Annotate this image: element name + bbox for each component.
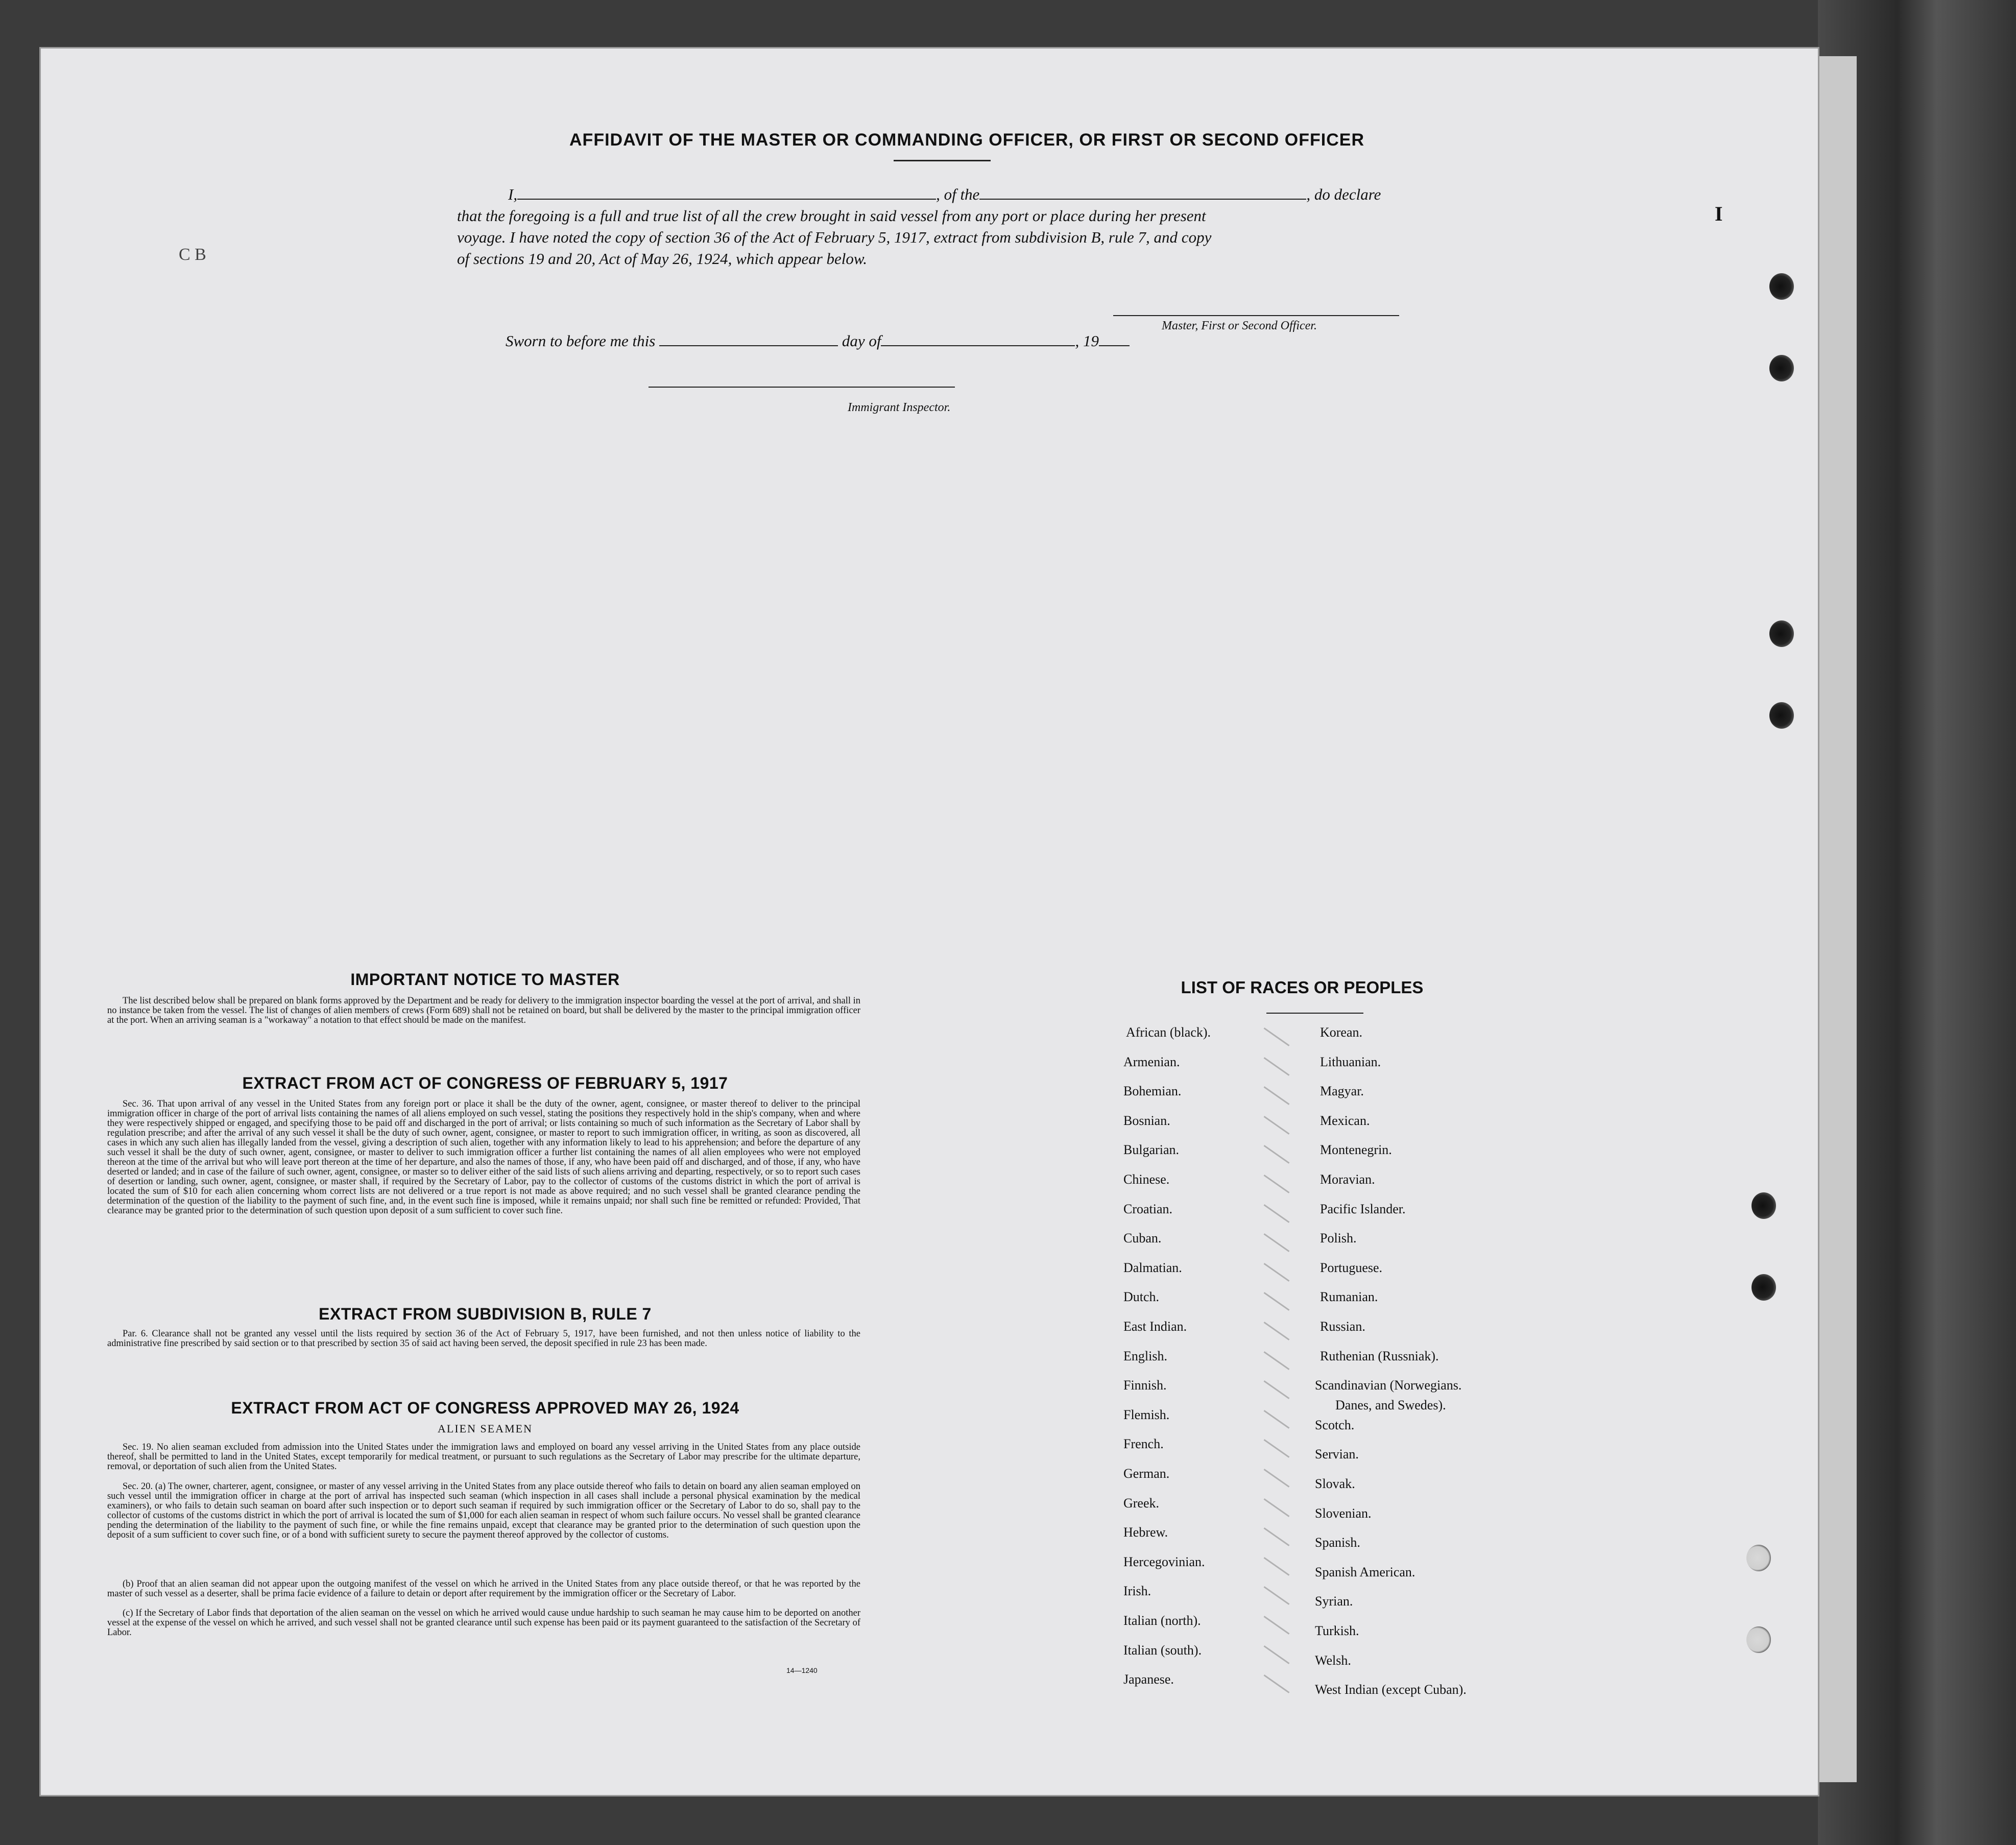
sec20b-text: (b) Proof that an alien seaman did not appear upon the outgoing manifest of the vessel on which he arrived in the United States from any place outside thereof, or that he was reported by the master of such vessel as a deserter, shall be prima facie evidence of a failure to detain or deport after requirement by the immigration officer or the Secretary of Labor. bbox=[107, 1579, 860, 1599]
race-item: Cuban. bbox=[1123, 1231, 1162, 1246]
race-item: Dalmatian. bbox=[1123, 1260, 1182, 1275]
check-mark bbox=[1264, 1086, 1290, 1105]
check-mark bbox=[1264, 1645, 1290, 1664]
title-rule bbox=[894, 160, 991, 161]
affidavit-line-1: I, , of the , do declare bbox=[508, 185, 1381, 203]
race-item: Ruthenian (Russniak). bbox=[1320, 1348, 1439, 1363]
check-mark bbox=[1264, 1674, 1290, 1693]
check-mark bbox=[1264, 1527, 1290, 1546]
race-item: Croatian. bbox=[1123, 1201, 1173, 1216]
affidavit-line-2: that the foregoing is a full and true list of all the crew brought in said vessel from any port or place during her present bbox=[457, 207, 1206, 225]
races-title: LIST OF RACES OR PEOPLES bbox=[1181, 978, 1424, 997]
race-item: Scandinavian (Norwegians. bbox=[1315, 1378, 1462, 1393]
check-mark bbox=[1264, 1616, 1290, 1635]
race-item: Bosnian. bbox=[1123, 1113, 1170, 1128]
check-mark bbox=[1264, 1498, 1290, 1517]
race-item: Portuguese. bbox=[1320, 1260, 1383, 1275]
race-item: French. bbox=[1123, 1436, 1164, 1452]
notice-title: IMPORTANT NOTICE TO MASTER bbox=[350, 970, 620, 989]
race-item: Moravian. bbox=[1320, 1172, 1375, 1187]
race-item: Korean. bbox=[1320, 1025, 1363, 1040]
race-item: Spanish. bbox=[1315, 1535, 1360, 1550]
punch-hole bbox=[1746, 1626, 1771, 1653]
check-mark bbox=[1264, 1263, 1290, 1282]
check-mark bbox=[1264, 1233, 1290, 1252]
sec19-text: Sec. 19. No alien seaman excluded from admission into the United States under the immigration laws and employed on board any vessel arriving in the United States from any place outside thereof, shall be permitted to land in the United States, except temporarily for medical treatment, or pursuant to such regulations as the Secretary of Labor may prescribe for the ultimate departure, removal, or deportation of such alien from the United States. bbox=[107, 1442, 860, 1472]
extract-1924-subtitle: ALIEN SEAMEN bbox=[438, 1422, 533, 1435]
affidavit-line-3: voyage. I have noted the copy of section 36 of the Act of February 5, 1917, extract from subdivision B, rule 7, and copy bbox=[457, 228, 1212, 246]
race-item: Montenegrin. bbox=[1320, 1142, 1392, 1158]
race-item: Syrian. bbox=[1315, 1594, 1353, 1609]
race-item: Magyar. bbox=[1320, 1084, 1364, 1099]
race-item: Italian (south). bbox=[1123, 1642, 1202, 1658]
race-item: Italian (north). bbox=[1123, 1613, 1201, 1628]
check-mark bbox=[1264, 1322, 1290, 1340]
race-item: Greek. bbox=[1123, 1495, 1160, 1511]
race-item-continuation: Danes, and Swedes). bbox=[1335, 1398, 1446, 1412]
master-signature-label: Master, First or Second Officer. bbox=[1162, 319, 1317, 332]
document-page bbox=[41, 49, 1818, 1795]
inspector-signature-label: Immigrant Inspector. bbox=[848, 401, 951, 414]
affidavit-title: AFFIDAVIT OF THE MASTER OR COMMANDING OFFICER, OR FIRST OR SECOND OFFICER bbox=[569, 130, 1364, 150]
check-mark bbox=[1264, 1145, 1290, 1164]
sworn-line: Sworn to before me this day of , 19 bbox=[506, 330, 1130, 352]
punch-hole bbox=[1751, 1274, 1776, 1301]
punch-hole bbox=[1769, 702, 1794, 729]
race-item: Hercegovinian. bbox=[1123, 1554, 1205, 1569]
check-mark bbox=[1264, 1116, 1290, 1135]
extract-1924-title: EXTRACT FROM ACT OF CONGRESS APPROVED MAY 26, 1924 bbox=[231, 1399, 739, 1417]
check-mark bbox=[1264, 1175, 1290, 1193]
check-mark bbox=[1264, 1204, 1290, 1223]
sec20a-text: Sec. 20. (a) The owner, charterer, agent, consignee, or master of any vessel arriving in the United States from any place outside thereof who fails to detain on board any alien seaman employed on such vessel until the immigration officer in charge at the port of arrival has inspected such seaman (which inspection in all cases shall include a personal physical examination by the medical examiners), or who fails to detain such seaman on board after such inspection or to deport such seaman if required by such immigration officer or the Secretary of Labor to do so, shall pay to the collector of customs of the customs district in which the port of arrival is located the sum of $1,000 for each alien seaman in respect of whom such failure occurs. No vessel shall be granted clearance pending the determination of the liability to the payment of such fine, or while the fine remains unpaid, except that clearance may be granted prior to the determination of such question upon the deposit of a sum sufficient to cover such fine, or of a bond with sufficient surety to secure the payment thereof approved by the collector of customs. bbox=[107, 1481, 860, 1540]
punch-hole bbox=[1746, 1545, 1771, 1571]
extract-1917-title: EXTRACT FROM ACT OF CONGRESS OF FEBRUARY 5, 1917 bbox=[242, 1074, 728, 1092]
rule7-text: Par. 6. Clearance shall not be granted any vessel until the lists required by section 36 of the Act of February 5, 1917, have been furnished, and not then unless notice of liability to the administrative fine prescribed by said section or to that prescribed by section 35 of said act having been served, the deposit specified in rule 23 has been made. bbox=[107, 1329, 860, 1349]
race-item: Scotch. bbox=[1315, 1417, 1355, 1432]
sec20c-text: (c) If the Secretary of Labor finds that deportation of the alien seaman on the vessel on which he arrived would cause undue hardship to such seaman he may cause him to be deported on another vessel at the expense of the vessel on which he arrived, and such vessel shall not be granted clearance until such expense has been paid or its payment guaranteed to the satisfaction of the Secretary of Labor. bbox=[107, 1608, 860, 1638]
race-item: West Indian (except Cuban). bbox=[1315, 1682, 1467, 1697]
race-item: Pacific Islander. bbox=[1320, 1201, 1406, 1216]
master-signature-line bbox=[1113, 315, 1399, 316]
punch-hole bbox=[1769, 355, 1794, 381]
race-item: Irish. bbox=[1123, 1584, 1151, 1599]
race-item: Slovenian. bbox=[1315, 1505, 1372, 1521]
punch-hole bbox=[1769, 620, 1794, 647]
check-mark bbox=[1264, 1410, 1290, 1429]
race-item: Servian. bbox=[1315, 1447, 1359, 1462]
race-item: Polish. bbox=[1320, 1231, 1357, 1246]
punch-hole bbox=[1751, 1192, 1776, 1219]
check-mark bbox=[1264, 1557, 1290, 1576]
check-mark bbox=[1264, 1057, 1290, 1076]
race-item: Chinese. bbox=[1123, 1172, 1170, 1187]
notice-text: The list described below shall be prepared on blank forms approved by the Department and be ready for delivery to the immigration inspector boarding the vessel at the port of arrival, and shall in no instance be taken from the vessel. The list of changes of alien members of crews (Form 689) shall not be retained on board, but shall be delivered by the master to the principal immigration officer at the port. When an arriving seaman is a "workaway" a notation to that effect should be made on the manifest. bbox=[107, 996, 860, 1025]
corner-mark: I bbox=[1715, 202, 1723, 225]
race-item: Bulgarian. bbox=[1123, 1142, 1180, 1158]
check-mark bbox=[1264, 1380, 1290, 1399]
race-item: Japanese. bbox=[1123, 1672, 1174, 1687]
race-item: Hebrew. bbox=[1123, 1525, 1168, 1540]
punch-hole bbox=[1769, 273, 1794, 300]
race-item: African (black). bbox=[1126, 1025, 1211, 1040]
race-item: Turkish. bbox=[1315, 1623, 1359, 1638]
races-title-rule bbox=[1266, 1013, 1363, 1014]
race-item: Lithuanian. bbox=[1320, 1054, 1381, 1069]
inspector-signature-line bbox=[649, 387, 955, 388]
check-mark bbox=[1264, 1586, 1290, 1605]
race-item: Slovak. bbox=[1315, 1476, 1355, 1491]
rule7-title: EXTRACT FROM SUBDIVISION B, RULE 7 bbox=[319, 1305, 652, 1323]
affidavit-line-4: of sections 19 and 20, Act of May 26, 1924, which appear below. bbox=[457, 250, 868, 268]
race-item: Rumanian. bbox=[1320, 1289, 1378, 1305]
race-item: Armenian. bbox=[1123, 1054, 1180, 1069]
race-item: Mexican. bbox=[1320, 1113, 1370, 1128]
race-item: East Indian. bbox=[1123, 1319, 1187, 1334]
race-item: Flemish. bbox=[1123, 1407, 1170, 1422]
race-item: English. bbox=[1123, 1348, 1167, 1363]
race-item: Welsh. bbox=[1315, 1652, 1351, 1668]
check-mark bbox=[1264, 1027, 1290, 1046]
margin-mark: C B bbox=[179, 245, 206, 264]
check-mark bbox=[1264, 1469, 1290, 1488]
race-item: Dutch. bbox=[1123, 1289, 1160, 1305]
race-item: Bohemian. bbox=[1123, 1084, 1182, 1099]
check-mark bbox=[1264, 1351, 1290, 1370]
extract-1917-text: Sec. 36. That upon arrival of any vessel in the United States from any foreign port or place it shall be the duty of the owner, agent, consignee, or master thereof to deliver to the principal immigration officer in charge of the port of arrival lists containing the names of all aliens employed on such vessel, stating the positions they respectively hold in the ship's company, when and where they were respectively shipped or engaged, and specifying those to be paid off and discharged in the port of arrival; or lists containing so much of such information as the Secretary of Labor shall by regulation prescribe; and after the arrival of any such vessel it shall be the duty of such owner, agent, consignee, or master to report to such immigration officer, in writing, as soon as discovered, all cases in which any such alien has illegally landed from the vessel, giving a description of such alien, together with any information likely to lead to his apprehension; and before the departure of any such vessel it shall be the duty of such owner, agent, consignee, or master to deliver to such immigration officer a further list containing the names of all alien employees who were not employed thereon at the time of the arrival but who will leave port thereon at the time of her departure, and also the names of those, if any, who have been paid off and discharged, and of those, if any, who have deserted or landed; and in case of the failure of such owner, agent, consignee, or master so to deliver either of the said lists of such aliens arriving and departing, respectively, or so to report such cases of desertion or landing, such owner, agent, consignee, or master shall, if required by the Secretary of Labor, pay to the collector of customs of the customs district in which the port of arrival is located the sum of $10 for each alien concerning whom correct lists are not delivered or a true report is not made as above required; and no such vessel shall be granted clearance pending the determination of the question of the liability to the payment of such fine, and, in the event such fine is imposed, while it remains unpaid; nor shall such fine be remitted or refunded: Provided, That clearance may be granted prior to the determination of such question upon deposit of a sum sufficient to cover such fine. bbox=[107, 1099, 861, 1216]
check-mark bbox=[1264, 1439, 1290, 1458]
race-item: German. bbox=[1123, 1466, 1170, 1481]
race-item: Russian. bbox=[1320, 1319, 1365, 1334]
form-number: 14—1240 bbox=[786, 1666, 818, 1674]
race-item: Spanish American. bbox=[1315, 1564, 1415, 1579]
check-mark bbox=[1264, 1292, 1290, 1311]
race-item: Finnish. bbox=[1123, 1378, 1167, 1393]
